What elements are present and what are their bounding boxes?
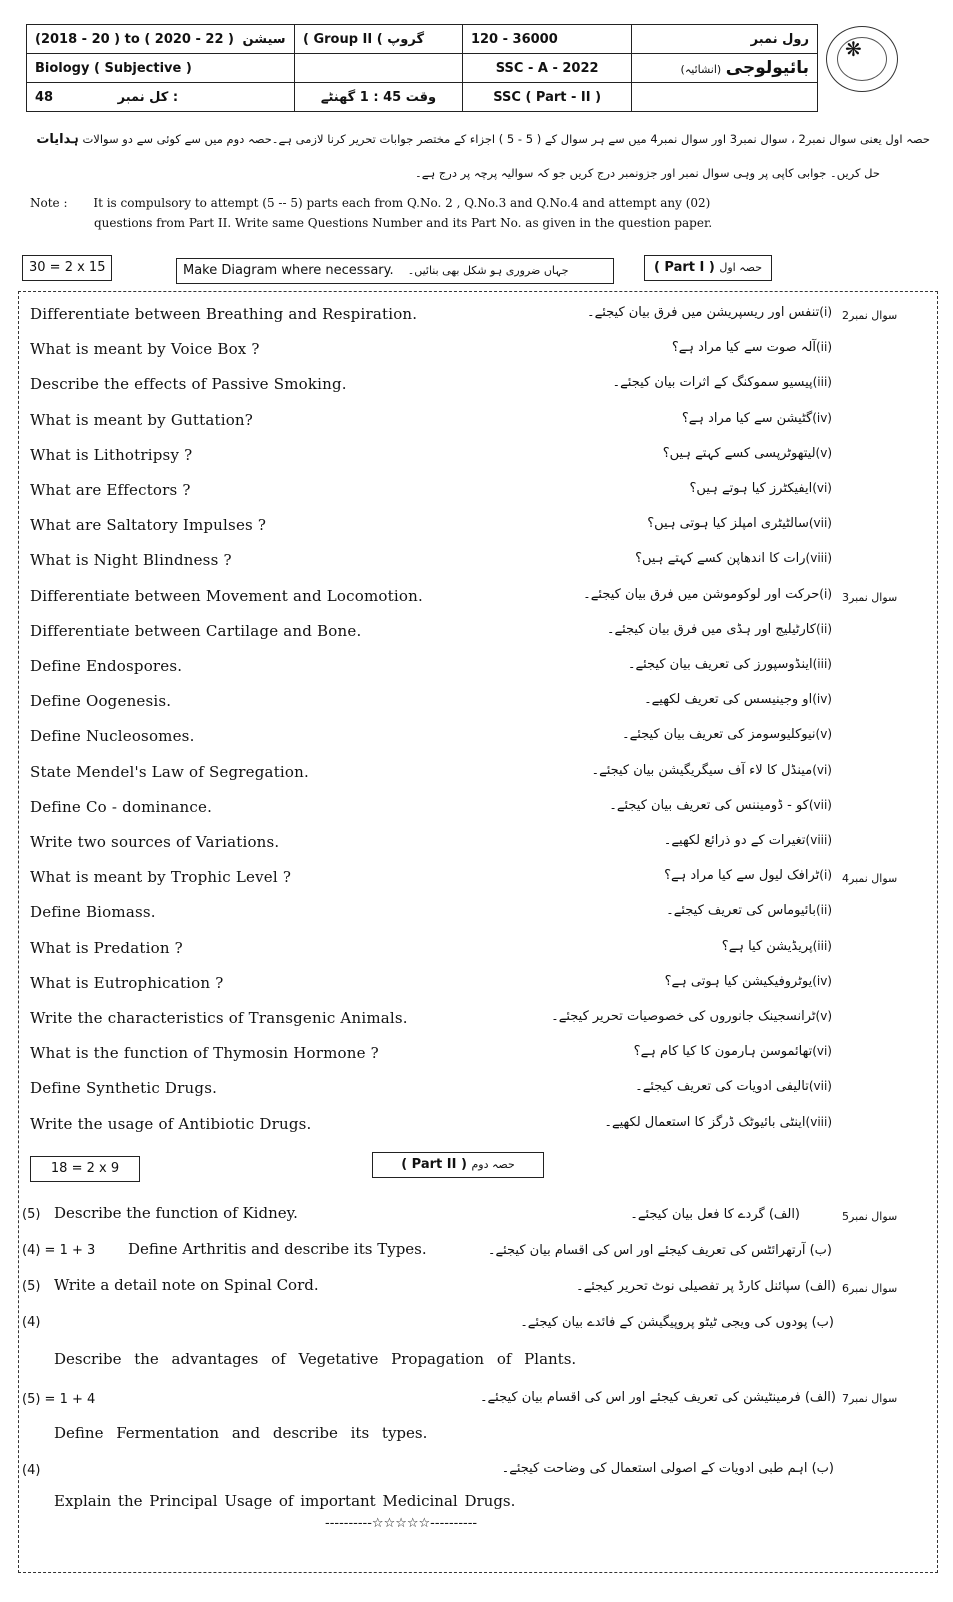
question-urdu-text: گٹیشن سے کیا مراد ہے؟ [681, 410, 813, 426]
question-row [30, 721, 840, 755]
question-part-number: (viii) [805, 551, 832, 566]
q5b-mark: (4) = 1 + 3 [22, 1243, 96, 1258]
question-row [30, 897, 840, 931]
logo-emblem-icon: ❋ [845, 37, 862, 61]
question-english: Write two sources of Variations. [30, 833, 280, 851]
session-urdu: سیشن [242, 31, 286, 47]
subject-urdu: بائیولوجی [725, 58, 809, 78]
question-row [30, 581, 840, 615]
question-row [30, 1073, 840, 1107]
question-number: سوال نمبر4 [842, 872, 898, 886]
question-urdu [664, 833, 840, 848]
question-english: Differentiate between Cartilage and Bone. [30, 621, 362, 640]
part-cell [462, 83, 631, 112]
diagram-note-box [176, 258, 614, 284]
part2-title-urdu: حصہ دوم [471, 1158, 515, 1171]
question-part-number: (iv) [812, 410, 832, 425]
question-part-number: (iv) [812, 973, 832, 988]
board-logo [826, 26, 898, 92]
question-part-number: (ii) [815, 903, 832, 918]
question-english: What are Effectors ? [30, 481, 191, 499]
q5b-urdu: (ب) آرتھرائٹس کی تعریف کیجئے اور اس کی اقسام بیان کیجئے۔ [487, 1243, 832, 1258]
question-part-number: (ii) [815, 340, 832, 355]
q5a-english: Describe the function of Kidney. [54, 1204, 298, 1222]
question-english: Define Endospores. [30, 657, 183, 675]
question-urdu-text: ایفیکٹرز کیا ہوتے ہیں؟ [689, 481, 813, 496]
question-urdu [607, 622, 840, 637]
exam-cell [462, 54, 631, 83]
question-urdu [665, 974, 840, 989]
question-urdu [604, 1115, 840, 1130]
empty-cell [294, 54, 462, 83]
question-part-number: (vi) [812, 481, 832, 495]
question-english: Define Synthetic Drugs. [30, 1079, 218, 1098]
question-part-number: (ii) [815, 621, 832, 636]
question-english: Define Co - dominance. [30, 797, 213, 816]
question-row [30, 651, 840, 685]
part1-title-urdu: حصہ اول [719, 261, 763, 274]
paper-code: 120 - 36000 [470, 31, 558, 47]
q6b-urdu: (ب) پودوں کی ویجی ٹیٹو پروپیگیشن کے فائدے بیان کیجئے۔ [520, 1315, 834, 1330]
question-urdu-text: نیوکلیوسومز کی تعریف بیان کیجئے۔ [621, 727, 816, 743]
question-part-number: (v) [815, 727, 832, 742]
question-urdu [663, 446, 840, 461]
question-row [30, 757, 840, 791]
part-text: SSC ( Part - II ) [493, 89, 602, 105]
question-urdu-text: تھائموسن ہارمون کا کیا کام ہے؟ [633, 1044, 813, 1060]
question-english: What is meant by Trophic Level ? [30, 868, 292, 887]
question-row [30, 545, 840, 579]
diagram-note: Make Diagram where necessary. [183, 263, 394, 278]
question-english: Write the usage of Antibiotic Drugs. [30, 1114, 312, 1133]
question-urdu [635, 1079, 840, 1094]
roll-number-label: رول نمبر [750, 31, 809, 47]
question-english: What is Lithotripsy ? [30, 445, 193, 464]
q7a-english: Define Fermentation and describe its types. [54, 1424, 428, 1442]
session-cell [27, 25, 295, 54]
part1-title: ( Part I ) [653, 260, 715, 275]
question-urdu [591, 763, 840, 778]
question-urdu-text: او وجینیسس کی تعریف لکھیے۔ [644, 692, 813, 708]
group-text: ( Group II [302, 31, 373, 47]
question-urdu-text: ٹرافک لیول سے کیا مراد ہے؟ [664, 868, 820, 884]
group-cell [294, 25, 462, 54]
question-urdu [634, 1044, 840, 1059]
question-row [30, 475, 840, 509]
question-row [30, 1109, 840, 1143]
part2-title-box [372, 1152, 544, 1178]
question-part-number: (iii) [812, 938, 832, 953]
question-urdu [647, 516, 840, 531]
question-row [30, 933, 840, 967]
q7b-english: Explain the Principal Usage of important Medicinal Drugs. [54, 1492, 516, 1510]
question-part-number: (vii) [808, 797, 832, 812]
question-urdu [644, 692, 840, 707]
question-urdu-text: لیتھوٹرپسی کسے کہتے ہیں؟ [662, 445, 816, 461]
question-part-number: (v) [815, 1009, 832, 1023]
question-urdu [722, 939, 840, 954]
question-english: State Mendel's Law of Segregation. [30, 762, 309, 781]
part1-marks-box: 30 = 2 x 15 [22, 255, 112, 281]
question-urdu-text: سالٹیٹری امپلز کیا ہوتی ہیں؟ [647, 516, 809, 532]
note-label: Note : [30, 196, 68, 210]
question-urdu-text: آلہ صوت سے کیا مراد ہے؟ [671, 340, 816, 356]
question-urdu-text: کو - ڈومیننس کی تعریف بیان کیجئے۔ [609, 797, 809, 813]
question-part-number: (viii) [805, 1114, 832, 1129]
question-part-number: (vii) [808, 1079, 832, 1094]
question-part-number: (v) [815, 445, 832, 460]
question-part-number: (i) [819, 586, 832, 601]
question-urdu [609, 798, 840, 813]
question-english: Differentiate between Breathing and Respiration. [30, 305, 418, 323]
question-english: Define Nucleosomes. [30, 727, 195, 746]
q6a-urdu: (الف) سپائنل کارڈ پر تفصیلی نوٹ تحریر کیجئے۔ [575, 1279, 836, 1294]
question-part-number: (i) [819, 305, 832, 319]
q7-number: سوال نمبر7 [842, 1392, 898, 1405]
instructions-line1 [30, 132, 930, 147]
q6b-english: Describe the advantages of Vegetative Propagation of Plants. [54, 1350, 577, 1368]
question-row [30, 334, 840, 368]
roll-number-cell [632, 25, 818, 54]
question-english: Define Oogenesis. [30, 692, 172, 711]
q7b-mark: (4) [22, 1463, 41, 1478]
exam-text: SSC - A - 2022 [495, 60, 599, 76]
question-row [30, 827, 840, 861]
question-urdu-text: پیسیو سموکنگ کے اثرات بیان کیجئے۔ [612, 375, 813, 391]
question-urdu [613, 375, 840, 390]
question-part-number: (vii) [808, 516, 832, 531]
part2-marks-box: 18 = 2 x 9 [30, 1156, 140, 1182]
note-text1: It is compulsory to attempt (5 -- 5) parts each from Q.No. 2 , Q.No.3 and Q.No.4 and attempt any (02) [93, 196, 711, 210]
question-row [30, 792, 840, 826]
part1-title-box [644, 255, 772, 281]
q7a-mark: (5) = 1 + 4 [22, 1392, 96, 1407]
question-row [30, 299, 840, 333]
subject-cell [27, 54, 295, 83]
question-part-number: (iii) [812, 657, 832, 671]
question-urdu [622, 727, 840, 742]
time-cell [294, 83, 462, 112]
subject-urdu-cell [632, 54, 818, 83]
subject-urdu-sub: (انشائیہ) [680, 63, 722, 76]
question-part-number: (vi) [812, 762, 832, 777]
question-urdu [672, 340, 840, 355]
question-urdu [666, 903, 840, 918]
question-number: سوال نمبر2 [842, 309, 898, 322]
question-row [30, 510, 840, 544]
q5b-english: Define Arthritis and describe its Types. [128, 1240, 427, 1258]
instructions-label: ہدایات [36, 132, 79, 147]
diagram-note-urdu: جہاں ضروری ہو شکل بھی بنائیں۔ [407, 264, 569, 277]
total-marks: 48 [35, 89, 54, 105]
q5a-urdu: (الف) گردے کا فعل بیان کیجئے۔ [630, 1207, 800, 1222]
instructions-line2: حل کریں۔ جوابی کاپی پر وہی سوال نمبر اور جزونمبر درج کریں جو کہ سوالیہ پرچہ پر درج ہے۔ [415, 166, 880, 180]
question-row [30, 405, 840, 439]
question-english: Describe the effects of Passive Smoking. [30, 375, 347, 394]
blank-cell [632, 83, 818, 112]
paper-code-cell [462, 25, 631, 54]
total-marks-cell [27, 83, 295, 112]
question-urdu [628, 657, 840, 672]
group-urdu: ( گروپ [376, 31, 425, 47]
question-urdu-text: تنفس اور ریسپریشن میں فرق بیان کیجئے۔ [586, 305, 820, 320]
subject-text: Biology ( Subjective ) [35, 60, 192, 76]
question-urdu [583, 587, 840, 602]
question-part-number: (vi) [812, 1044, 832, 1059]
question-english: What is the function of Thymosin Hormone ? [30, 1044, 379, 1063]
question-urdu [635, 551, 840, 566]
question-english: What is meant by Guttation? [30, 410, 254, 429]
question-row [30, 616, 840, 650]
question-english: Write the characteristics of Transgenic Animals. [30, 1009, 408, 1027]
q6-number: سوال نمبر6 [842, 1282, 898, 1295]
part2-title: ( Part II ) [401, 1157, 467, 1172]
q7b-urdu: (ب) اہم طبی ادویات کے اصولی استعمال کی وضاحت کیجئے۔ [501, 1461, 834, 1476]
question-row [30, 968, 840, 1002]
question-urdu-text: تالیفی ادویات کی تعریف کیجئے۔ [635, 1079, 809, 1095]
question-part-number: (iii) [812, 375, 832, 390]
question-urdu [587, 305, 840, 320]
question-urdu [551, 1009, 840, 1024]
question-urdu [682, 411, 840, 426]
total-marks-label: کل نمبر : [117, 89, 179, 105]
question-english: Differentiate between Movement and Locomotion. [30, 586, 423, 605]
end-of-paper-mark: ----------☆☆☆☆☆---------- [325, 1516, 478, 1531]
time-text: وقت 45 : 1 گھنٹے [320, 89, 437, 105]
question-urdu-text: حرکت اور لوکوموشن میں فرق بیان کیجئے۔ [583, 586, 820, 602]
question-urdu-text: پریڈیشن کیا ہے؟ [721, 938, 813, 954]
question-urdu-text: بائیوماس کی تعریف کیجئے۔ [666, 903, 816, 919]
note-line1 [30, 196, 710, 210]
question-urdu-text: مینڈل کا لاء آف سیگریگیشن بیان کیجئے۔ [591, 762, 813, 778]
question-english: What is Predation ? [30, 938, 183, 957]
question-row [30, 686, 840, 720]
question-row [30, 862, 840, 896]
q6a-mark: (5) [22, 1279, 41, 1294]
question-urdu-text: رات کا اندھاپن کسے کہتے ہیں؟ [635, 551, 806, 567]
question-urdu-text: یوٹروفیکیشن کیا ہوتی ہے؟ [664, 973, 813, 989]
q6a-english: Write a detail note on Spinal Cord. [54, 1276, 319, 1294]
question-row [30, 1003, 840, 1037]
question-part-number: (viii) [805, 833, 832, 847]
question-row [30, 440, 840, 474]
question-urdu-text: اینٹی بائیوٹک ڈرگز کا استعمال لکھیے۔ [604, 1114, 806, 1130]
q5-number: سوال نمبر5 [842, 1210, 898, 1223]
question-english: Define Biomass. [30, 903, 156, 922]
q6b-mark: (4) [22, 1315, 41, 1330]
question-urdu [664, 868, 840, 883]
question-urdu [690, 481, 840, 496]
question-urdu-text: ٹرانسجینک جانوروں کی خصوصیات تحریر کیجئے۔ [551, 1009, 816, 1024]
question-part-number: (i) [819, 868, 832, 883]
question-english: What is meant by Voice Box ? [30, 340, 260, 359]
question-english: What is Night Blindness ? [30, 551, 232, 570]
question-urdu-text: اینڈوسپورز کی تعریف بیان کیجئے۔ [627, 657, 813, 672]
question-row [30, 369, 840, 403]
question-part-number: (iv) [812, 692, 832, 707]
session-text: (2018 - 20 ) to ( 2020 - 22 ) [35, 31, 234, 47]
question-urdu-text: کارٹیلیج اور ہڈی میں فرق بیان کیجئے۔ [606, 621, 816, 637]
question-english: What is Eutrophication ? [30, 973, 224, 992]
q7a-urdu: (الف) فرمینٹیشن کی تعریف کیجئے اور اس کی اقسام بیان کیجئے۔ [479, 1390, 836, 1405]
question-number: سوال نمبر3 [842, 590, 898, 604]
question-english: What are Saltatory Impulses ? [30, 516, 267, 535]
question-urdu-text: تغیرات کے دو ذرائع لکھیے۔ [663, 833, 806, 848]
note-line2: questions from Part II. Write same Questions Number and its Part No. as given in the question paper. [94, 216, 713, 230]
question-row [30, 1038, 840, 1072]
q5a-mark: (5) [22, 1207, 41, 1222]
instructions-text1: حصہ اول یعنی سوال نمبر2 ، سوال نمبر3 اور سوال نمبر4 میں سے ہر سوال کے ( 5 - 5 ) اجزاء کے مختصر جوابات تحریر کرنا لازمی ہے۔حصہ دوم میں سے کوئی سے دو سوالات [82, 132, 930, 146]
header-table [26, 24, 818, 112]
